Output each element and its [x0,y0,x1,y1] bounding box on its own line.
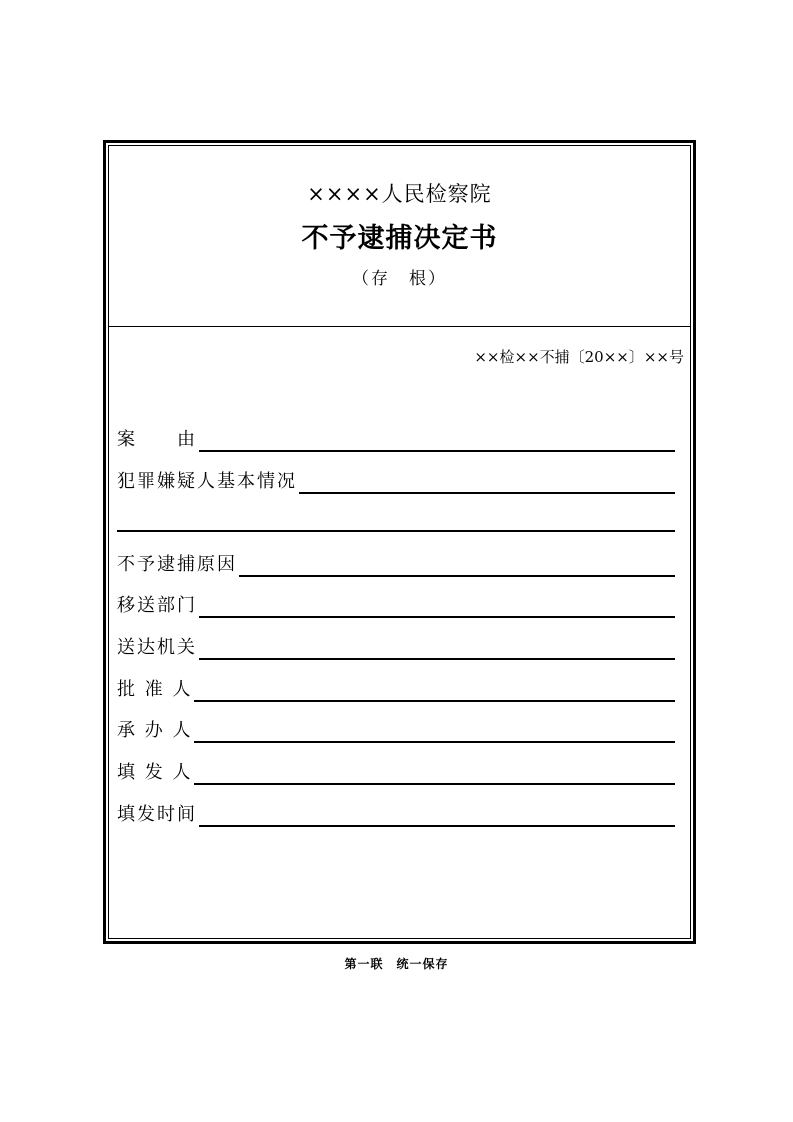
field-issue-time [117,801,675,827]
field-line-service-agency[interactable] [199,636,675,660]
field-non-arrest-reason [117,551,675,577]
field-approver [117,676,675,702]
field-label-case-cause: 案 由 [117,429,197,450]
field-label-issuer: 填 发 人 [117,762,193,783]
document-header [109,146,690,327]
field-suspect-info [117,468,675,494]
field-label-service-agency: 送达机关 [117,637,197,658]
field-line-handler[interactable] [194,719,675,743]
field-label-transfer-department: 移送部门 [117,595,197,616]
field-line-suspect-info[interactable] [299,470,675,494]
field-label-suspect-info: 犯罪嫌疑人基本情况 [117,471,297,492]
field-handler [117,717,675,743]
field-issuer [117,759,675,785]
field-line-approver[interactable] [194,678,675,702]
document-title: 不予逮捕决定书 [301,223,498,254]
field-label-issue-time: 填发时间 [117,804,197,825]
field-line-transfer-department[interactable] [199,594,675,618]
organization-name: ××××人民检察院 [307,182,492,206]
field-label-approver: 批 准 人 [117,679,193,700]
field-line-non-arrest-reason[interactable] [239,553,675,577]
footer-note: 第一联 统一保存 [344,957,449,971]
document-subtitle: （存 根） [352,269,447,289]
document-frame [103,140,696,944]
field-line-issue-time[interactable] [199,803,675,827]
field-line-suspect-info-continued[interactable] [117,508,675,532]
document-inner-frame [108,145,691,939]
field-label-handler: 承 办 人 [117,720,193,741]
document-number: ××检××不捕〔20××〕××号 [474,348,684,366]
field-transfer-department [117,592,675,618]
field-service-agency [117,634,675,660]
field-line-case-cause[interactable] [199,428,675,452]
field-case-cause [117,426,675,452]
field-label-non-arrest-reason: 不予逮捕原因 [117,554,237,575]
field-line-issuer[interactable] [194,761,675,785]
